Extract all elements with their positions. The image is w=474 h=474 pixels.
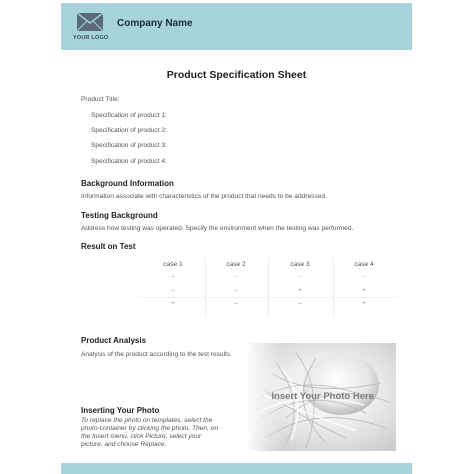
inserting-line-2: photo-container by clicking the photo. Then, on <box>81 425 219 432</box>
analysis-heading: Product Analysis <box>81 336 147 345</box>
page-title: Product Specification Sheet <box>166 69 307 81</box>
envelope-icon <box>77 13 103 31</box>
photo-placeholder-text: Insert Your Photo Here <box>271 391 374 402</box>
company-name: Company Name <box>117 18 193 29</box>
column-header-case-2: case 2 <box>226 261 246 268</box>
specification-4: Specification of product 4: <box>91 158 167 165</box>
footer-bar <box>61 463 412 474</box>
testing-heading: Testing Background <box>81 211 158 220</box>
table-cell: + <box>171 301 175 307</box>
logo-text: YOUR LOGO <box>73 35 109 41</box>
table-divider <box>268 258 269 316</box>
specification-3: Specification of product 3: <box>91 142 167 149</box>
specification-1: Specification of product 1: <box>91 112 167 119</box>
table-cell: – <box>234 288 238 294</box>
inserting-line-4: picture, and choose Replace. <box>81 441 167 448</box>
testing-text: Address how testing was operated. Specify the environment when the testing was performed. <box>81 225 354 232</box>
table-divider <box>140 297 396 298</box>
column-header-case-1: case 1 <box>163 261 183 268</box>
table-cell: - <box>299 274 301 280</box>
analysis-text: Analysis of the product according to the test results <box>81 351 231 358</box>
inserting-line-3: the Insert menu, click Picture, select your <box>81 433 202 440</box>
header-bar <box>61 3 412 50</box>
inserting-line-1: To replace the photo on templates, select the <box>81 417 213 424</box>
background-text: Information associate with characteristics of the product that needs to be addressed. <box>81 193 327 200</box>
table-cell: + <box>362 288 366 294</box>
table-cell: – <box>171 274 175 280</box>
table-cell: – <box>298 301 302 307</box>
photo-placeholder[interactable] <box>246 343 396 451</box>
inserting-heading: Inserting Your Photo <box>81 406 160 415</box>
table-cell: – <box>234 301 238 307</box>
product-title-label: Product Title: <box>81 96 120 103</box>
table-divider <box>333 258 334 316</box>
table-cell: + <box>298 288 302 294</box>
table-cell: + <box>362 301 366 307</box>
table-cell: - <box>235 274 237 280</box>
column-header-case-4: case 4 <box>354 261 374 268</box>
table-cell: - <box>363 274 365 280</box>
background-heading: Background Information <box>81 179 174 188</box>
results-heading: Result on Test <box>81 242 136 251</box>
logo <box>73 13 107 47</box>
column-header-case-3: case 3 <box>290 261 310 268</box>
table-divider <box>205 258 206 316</box>
specification-2: Specification of product 2: <box>91 127 167 134</box>
table-cell: – <box>171 288 175 294</box>
